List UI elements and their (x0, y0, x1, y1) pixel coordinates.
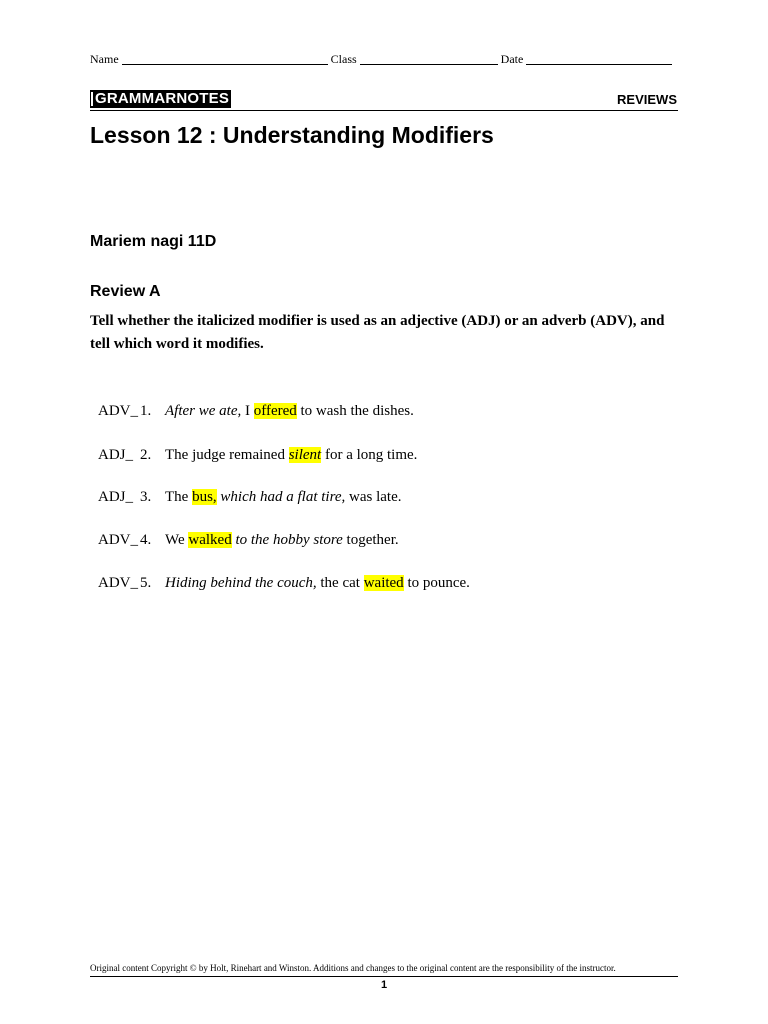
italic-modifier: to the hobby store (231, 532, 343, 548)
name-label: Name (90, 52, 119, 66)
student-info-line (90, 52, 678, 67)
exercise-item-4 (98, 532, 399, 549)
exercise-item-5 (98, 575, 470, 592)
section-banner (90, 90, 678, 111)
instructions: Tell whether the italicized modifier is used as an adjective (ADJ) or an adverb (ADV), and tell which word it modifies. (90, 313, 665, 352)
copyright-notice: Original content Copyright © by Holt, Rinehart and Winston. Additions and changes to the original content are the responsibility of the instructor. (90, 963, 616, 973)
highlighted-word: bus, (192, 489, 217, 505)
exercise-item-1 (98, 403, 414, 420)
item-number: 2. (140, 447, 152, 463)
item-number: 1. (140, 403, 152, 419)
item-number: 5. (140, 575, 152, 591)
italic-modifier: which had a flat tire, (216, 489, 346, 505)
exercise-item-3 (98, 489, 402, 506)
sentence-text: the cat (316, 575, 364, 591)
italic-modifier: Hiding behind the couch, (165, 575, 317, 591)
section-heading: Review A (90, 283, 161, 300)
grammarnotes-label: GRAMMARNOTES (90, 90, 231, 108)
date-label: Date (500, 52, 524, 66)
page-number: 1 (380, 979, 388, 991)
sentence-text: for a long time. (321, 447, 418, 463)
sentence (165, 489, 402, 505)
answer: ADV_ (98, 575, 138, 591)
highlighted-word: offered (253, 403, 297, 419)
item-number: 4. (140, 532, 152, 548)
reviews-label: REVIEWS (617, 92, 677, 107)
class-field[interactable] (360, 52, 498, 65)
answer: ADV_ (98, 532, 138, 548)
sentence (165, 532, 399, 548)
sentence-text: I (241, 403, 254, 419)
sentence-text: The judge remained (165, 447, 289, 463)
item-number: 3. (140, 489, 152, 505)
highlighted-word: waited (363, 575, 404, 591)
class-label: Class (330, 52, 357, 66)
sentence (165, 403, 414, 419)
answer: ADJ_ (98, 447, 134, 463)
page-title: Lesson 12 : Understanding Modifiers (90, 122, 494, 148)
sentence (165, 575, 470, 591)
student-name: Mariem nagi 11D (90, 233, 217, 250)
exercise-item-2 (98, 447, 417, 464)
sentence-text: to wash the dishes. (296, 403, 414, 419)
answer: ADV_ (98, 403, 138, 419)
sentence (165, 447, 417, 463)
sentence-text: to pounce. (403, 575, 470, 591)
italic-modifier: After we ate, (165, 403, 242, 419)
sentence-text: The (165, 489, 193, 505)
date-field[interactable] (526, 52, 672, 65)
highlighted-word: walked (188, 532, 232, 548)
sentence-text: We (165, 532, 189, 548)
sentence-text: together. (342, 532, 399, 548)
highlighted-italic-modifier: silent (288, 447, 322, 463)
name-field[interactable] (122, 52, 328, 65)
answer: ADJ_ (98, 489, 134, 505)
sentence-text: was late. (345, 489, 402, 505)
footer-divider (90, 976, 678, 977)
